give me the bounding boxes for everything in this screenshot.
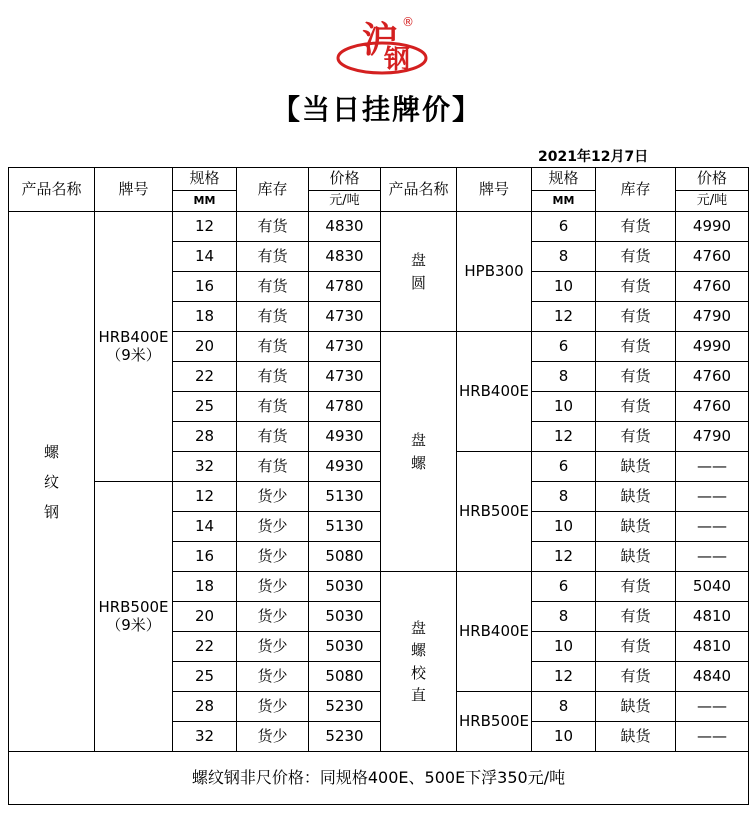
- right-spec: 8: [532, 362, 596, 392]
- right-spec: 10: [532, 632, 596, 662]
- right-spec: 12: [532, 542, 596, 572]
- right-spec: 10: [532, 272, 596, 302]
- left-spec: 32: [173, 452, 237, 482]
- left-spec: 14: [173, 242, 237, 272]
- right-brand-1-1: HRB500E: [457, 452, 532, 572]
- left-header-spec: 规格: [173, 168, 237, 191]
- right-stock: 有货: [596, 392, 676, 422]
- right-stock: 有货: [596, 572, 676, 602]
- left-stock: 有货: [237, 332, 309, 362]
- left-header-price: 价格: [309, 168, 381, 191]
- left-price: 4830: [309, 242, 381, 272]
- left-price: 4780: [309, 272, 381, 302]
- right-stock: 有货: [596, 212, 676, 242]
- right-header-spec-unit: MM: [532, 191, 596, 212]
- right-spec: 10: [532, 722, 596, 752]
- left-spec: 25: [173, 662, 237, 692]
- left-spec: 32: [173, 722, 237, 752]
- left-stock: 有货: [237, 422, 309, 452]
- left-brand-1: HRB500E （9米）: [95, 482, 173, 752]
- right-brand-2-1: HRB500E: [457, 692, 532, 752]
- left-spec: 22: [173, 632, 237, 662]
- price-table: [8, 167, 749, 805]
- right-stock: 缺货: [596, 482, 676, 512]
- left-stock: 有货: [237, 392, 309, 422]
- left-brand-0: HRB400E （9米）: [95, 212, 173, 482]
- left-spec: 16: [173, 272, 237, 302]
- left-stock: 货少: [237, 542, 309, 572]
- right-product-name-1-text: 盘螺: [410, 431, 426, 472]
- right-price: ——: [676, 482, 749, 512]
- left-price: 5030: [309, 632, 381, 662]
- right-brand-1-0: HRB400E: [457, 332, 532, 452]
- right-brand-2-0: HRB400E: [457, 572, 532, 692]
- left-spec: 12: [173, 482, 237, 512]
- right-stock: 有货: [596, 362, 676, 392]
- left-stock: 货少: [237, 632, 309, 662]
- right-brand-0-0: HPB300: [457, 212, 532, 332]
- page-title: 【当日挂牌价】: [271, 93, 482, 126]
- left-price: 4730: [309, 302, 381, 332]
- left-price: 4930: [309, 422, 381, 452]
- right-spec: 10: [532, 392, 596, 422]
- left-price: 5230: [309, 722, 381, 752]
- left-spec: 22: [173, 362, 237, 392]
- right-price: ——: [676, 512, 749, 542]
- left-price: 5080: [309, 662, 381, 692]
- right-spec: 12: [532, 422, 596, 452]
- left-stock: 货少: [237, 512, 309, 542]
- right-product-name-0: [381, 212, 457, 332]
- left-stock: 有货: [237, 212, 309, 242]
- left-spec: 16: [173, 542, 237, 572]
- left-price: 4730: [309, 332, 381, 362]
- right-price: ——: [676, 542, 749, 572]
- left-stock: 有货: [237, 302, 309, 332]
- left-price: 4780: [309, 392, 381, 422]
- left-spec: 25: [173, 392, 237, 422]
- right-stock: 有货: [596, 242, 676, 272]
- price-date: 2021年12月7日: [538, 149, 649, 165]
- right-stock: 缺货: [596, 452, 676, 482]
- right-product-name-2-text: 盘螺校直: [410, 618, 426, 704]
- left-price: 4930: [309, 452, 381, 482]
- right-price: 4810: [676, 602, 749, 632]
- right-spec: 12: [532, 662, 596, 692]
- right-spec: 10: [532, 512, 596, 542]
- left-header-product: 产品名称: [9, 168, 95, 212]
- left-stock: 有货: [237, 362, 309, 392]
- left-spec: 20: [173, 332, 237, 362]
- right-stock: 有货: [596, 662, 676, 692]
- left-stock: 有货: [237, 452, 309, 482]
- left-price: 5230: [309, 692, 381, 722]
- right-price: 4760: [676, 362, 749, 392]
- right-price: 4790: [676, 302, 749, 332]
- left-price: 5130: [309, 482, 381, 512]
- right-stock: 有货: [596, 332, 676, 362]
- right-spec: 6: [532, 212, 596, 242]
- left-stock: 有货: [237, 242, 309, 272]
- left-stock: 货少: [237, 692, 309, 722]
- left-price: 5130: [309, 512, 381, 542]
- right-price: 4760: [676, 272, 749, 302]
- right-product-name-1: [381, 332, 457, 572]
- left-price: 5030: [309, 602, 381, 632]
- left-stock: 货少: [237, 602, 309, 632]
- right-header-price-unit: 元/吨: [676, 191, 749, 212]
- right-spec: 8: [532, 242, 596, 272]
- left-spec: 14: [173, 512, 237, 542]
- right-stock: 有货: [596, 632, 676, 662]
- right-product-name-2: [381, 572, 457, 752]
- right-product-name-0-text: 盘圆: [410, 251, 426, 292]
- right-price: 4810: [676, 632, 749, 662]
- left-stock: 货少: [237, 722, 309, 752]
- right-spec: 8: [532, 602, 596, 632]
- right-price: ——: [676, 722, 749, 752]
- right-stock: 有货: [596, 602, 676, 632]
- left-price: 4730: [309, 362, 381, 392]
- right-header-stock: 库存: [596, 168, 676, 212]
- left-header-brand: 牌号: [95, 168, 173, 212]
- right-spec: 12: [532, 302, 596, 332]
- right-price: 4760: [676, 242, 749, 272]
- right-spec: 6: [532, 572, 596, 602]
- left-spec: 28: [173, 422, 237, 452]
- left-price: 4830: [309, 212, 381, 242]
- right-header-price: 价格: [676, 168, 749, 191]
- note-text: 螺纹钢非尺价格：同规格400E、500E下浮350元/吨: [9, 752, 749, 805]
- right-price: 5040: [676, 572, 749, 602]
- right-stock: 缺货: [596, 542, 676, 572]
- right-price: ——: [676, 692, 749, 722]
- left-stock: 有货: [237, 272, 309, 302]
- right-header-brand: 牌号: [457, 168, 532, 212]
- right-spec: 8: [532, 482, 596, 512]
- left-stock: 货少: [237, 482, 309, 512]
- left-header-price-unit: 元/吨: [309, 191, 381, 212]
- registered-mark: ®: [402, 15, 414, 29]
- right-header-product: 产品名称: [381, 168, 457, 212]
- logo-char-left: 沪: [362, 19, 399, 61]
- logo-char-right: 钢: [384, 45, 411, 75]
- header-row: [9, 168, 749, 191]
- left-price: 5030: [309, 572, 381, 602]
- left-spec: 18: [173, 572, 237, 602]
- right-price: 4760: [676, 392, 749, 422]
- left-spec: 20: [173, 602, 237, 632]
- table-row: [9, 212, 749, 242]
- right-price: 4790: [676, 422, 749, 452]
- left-product-name: [9, 212, 95, 752]
- left-spec: 12: [173, 212, 237, 242]
- right-spec: 6: [532, 452, 596, 482]
- table-row: [9, 482, 749, 512]
- right-stock: 缺货: [596, 722, 676, 752]
- right-price: ——: [676, 452, 749, 482]
- left-stock: 货少: [237, 662, 309, 692]
- right-header-spec: 规格: [532, 168, 596, 191]
- right-price: 4840: [676, 662, 749, 692]
- right-spec: 6: [532, 332, 596, 362]
- left-price: 5080: [309, 542, 381, 572]
- right-stock: 有货: [596, 272, 676, 302]
- right-stock: 有货: [596, 422, 676, 452]
- right-price: 4990: [676, 332, 749, 362]
- right-spec: 8: [532, 692, 596, 722]
- left-header-stock: 库存: [237, 168, 309, 212]
- right-stock: 缺货: [596, 692, 676, 722]
- left-header-spec-unit: MM: [173, 191, 237, 212]
- right-stock: 缺货: [596, 512, 676, 542]
- right-stock: 有货: [596, 302, 676, 332]
- left-spec: 28: [173, 692, 237, 722]
- company-logo: [332, 8, 432, 78]
- left-spec: 18: [173, 302, 237, 332]
- left-product-name-text: 螺纹钢: [43, 442, 59, 521]
- left-stock: 货少: [237, 572, 309, 602]
- note-row: [9, 752, 749, 805]
- right-price: 4990: [676, 212, 749, 242]
